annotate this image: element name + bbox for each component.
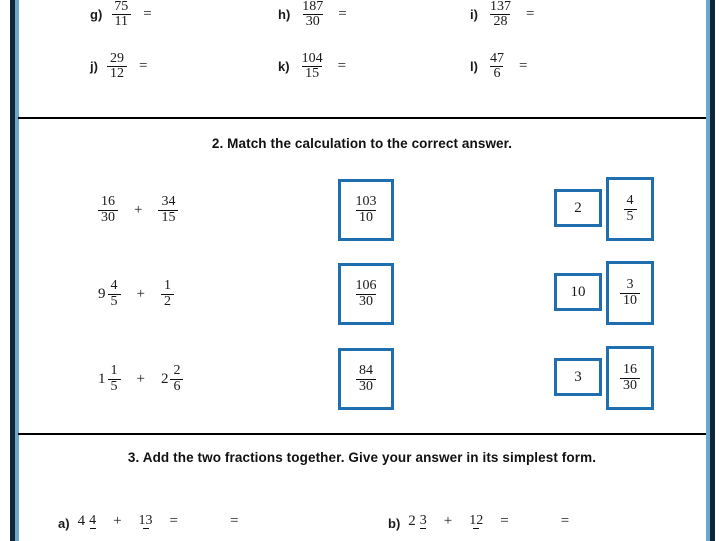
numerator: 34 — [161, 194, 176, 210]
question-label-a: a) — [58, 516, 70, 531]
denominator: 5 — [624, 209, 637, 224]
whole-number-left: 9 — [98, 285, 106, 302]
denominator: 10 — [620, 293, 640, 308]
section-divider-2 — [18, 433, 706, 435]
fraction-i — [487, 0, 514, 30]
fraction-g — [111, 0, 131, 30]
question-label-h: h) — [278, 7, 291, 23]
answer-box-middle-1[interactable] — [338, 179, 394, 241]
answer-box-middle-2[interactable] — [338, 263, 394, 325]
question-label-i: i) — [470, 7, 478, 23]
denominator: 5 — [108, 379, 121, 394]
whole-number-left: 1 — [98, 370, 106, 387]
fraction-j — [107, 52, 127, 82]
equals-sign-g: = — [143, 6, 152, 23]
numerator: 3 — [626, 277, 634, 293]
answer-fraction — [624, 194, 637, 224]
match-row-3 — [18, 344, 706, 414]
numerator: 103 — [355, 194, 377, 210]
numerator: 187 — [302, 0, 324, 14]
numerator: 16 — [623, 362, 637, 378]
question-label-k: k) — [278, 59, 290, 75]
numerator: 47 — [489, 51, 504, 66]
numerator: 3 — [419, 512, 427, 528]
denominator: 6 — [170, 379, 183, 394]
numerator: 4 — [89, 512, 97, 528]
plus-sign: + — [113, 513, 122, 529]
denominator: 12 — [107, 66, 127, 81]
denominator: 11 — [112, 14, 131, 29]
numerator: 1 — [110, 363, 118, 379]
numerator: 4 — [110, 278, 118, 294]
equals-sign-first: = — [500, 513, 509, 529]
denominator: 30 — [303, 14, 323, 29]
plus-sign: + — [136, 370, 145, 387]
plus-sign: + — [134, 201, 143, 218]
answer-box-whole-1[interactable] — [554, 189, 602, 227]
denominator — [143, 528, 149, 529]
numerator: 2 — [173, 363, 181, 379]
match-row-1 — [18, 175, 706, 245]
numerator: 106 — [355, 278, 377, 294]
equals-sign-l: = — [518, 58, 528, 75]
whole-number: 3 — [574, 368, 582, 385]
question-g — [90, 0, 152, 30]
answer-box-middle-3[interactable] — [338, 348, 394, 410]
page-right-dark-stripe — [710, 0, 715, 541]
question-h — [278, 0, 347, 30]
question-b — [388, 512, 569, 531]
equals-sign-second: = — [560, 513, 570, 529]
numerator: 75 — [114, 0, 129, 14]
match-calculation-3 — [98, 344, 183, 414]
question-label-b: b) — [388, 516, 401, 531]
answer-fraction — [620, 363, 640, 393]
denominator — [90, 528, 96, 529]
answer-box-whole-3[interactable] — [554, 358, 602, 396]
equals-sign-second: = — [230, 513, 239, 529]
plus-sign: + — [443, 513, 453, 529]
question-i — [470, 0, 534, 30]
numerator: 84 — [359, 363, 373, 379]
question-j — [90, 52, 147, 82]
answer-box-fraction-2[interactable] — [606, 261, 654, 325]
denominator: 30 — [620, 378, 640, 393]
denominator: 2 — [161, 294, 174, 309]
answer-fraction — [353, 195, 380, 225]
equals-sign-i: = — [525, 6, 535, 23]
whole-number: 10 — [570, 283, 586, 300]
denominator: 30 — [98, 210, 118, 225]
denominator — [473, 528, 479, 529]
question-k — [278, 52, 346, 82]
question-label-g: g) — [90, 7, 103, 23]
numerator: 16 — [101, 194, 115, 210]
numerator: 13 — [138, 512, 153, 528]
calc-fraction-left — [108, 364, 121, 394]
numerator: 4 — [626, 193, 634, 209]
answer-fraction — [353, 279, 380, 309]
denominator: 10 — [356, 210, 376, 225]
numerator: 104 — [301, 51, 323, 66]
question-a — [58, 512, 238, 531]
answer-box-whole-2[interactable] — [554, 273, 602, 311]
match-calculation-2 — [98, 259, 174, 329]
numerator: 1 — [163, 278, 171, 294]
fraction-left — [86, 514, 99, 529]
denominator — [420, 528, 426, 529]
numerator: 29 — [109, 51, 124, 66]
whole-number: 2 — [574, 199, 582, 216]
numerator: 12 — [469, 512, 484, 528]
numerator: 137 — [489, 0, 511, 14]
match-row-2 — [18, 259, 706, 329]
answer-fraction — [356, 364, 376, 394]
denominator: 5 — [108, 294, 121, 309]
fraction-h — [299, 0, 326, 30]
equals-sign-j: = — [138, 58, 148, 75]
question-label-j: j) — [90, 59, 98, 75]
whole-number-left: 4 — [77, 513, 86, 529]
denominator: 30 — [356, 379, 376, 394]
match-calculation-1 — [98, 175, 178, 245]
calc-fraction-right — [170, 364, 183, 394]
section-3-heading: 3. Add the two fractions together. Give your answer in its simplest form. — [127, 450, 597, 465]
fraction-l — [487, 52, 507, 82]
whole-number-right: 2 — [160, 370, 169, 387]
section-divider-1 — [18, 117, 706, 119]
denominator: 30 — [356, 294, 376, 309]
denominator: 15 — [302, 66, 322, 81]
equals-sign-k: = — [337, 58, 347, 75]
equals-sign-first: = — [169, 513, 178, 529]
fraction-right — [136, 514, 156, 529]
answer-box-fraction-3[interactable] — [606, 346, 654, 410]
denominator: 15 — [158, 210, 178, 225]
calc-fraction-right — [161, 279, 174, 309]
question-label-l: l) — [470, 59, 478, 75]
section-2-heading: 2. Match the calculation to the correct answer. — [211, 136, 513, 151]
answer-fraction — [620, 278, 640, 308]
plus-sign: + — [136, 285, 145, 302]
equals-sign-h: = — [338, 6, 347, 23]
denominator: 6 — [490, 66, 503, 81]
calc-fraction-right — [158, 195, 178, 225]
fraction-k — [299, 52, 326, 82]
question-l — [470, 52, 527, 82]
fraction-right — [466, 514, 486, 529]
whole-number-left: 2 — [408, 513, 416, 529]
denominator: 28 — [490, 14, 510, 29]
calc-fraction-left — [108, 279, 121, 309]
fraction-left — [417, 514, 430, 529]
answer-box-fraction-1[interactable] — [606, 177, 654, 241]
calc-fraction-left — [98, 195, 118, 225]
